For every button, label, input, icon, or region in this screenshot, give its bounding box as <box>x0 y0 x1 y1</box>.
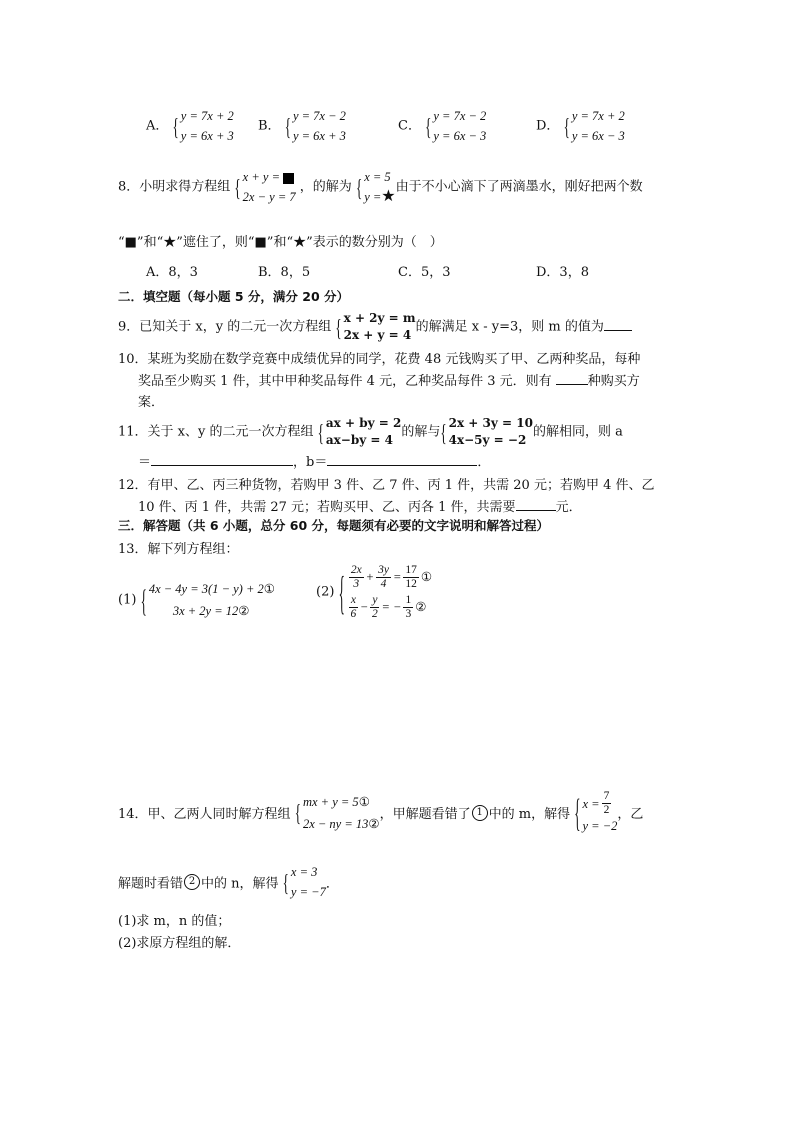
q14-sub2: (2)求原方程组的解． <box>118 936 241 951</box>
equation-system: { $\frac{2x}{3}$ + $\frac{3y}{4}$ = $\frac{17}{12}$ ① $\frac{x}{6}$ − $\frac{y}{2}$ = − $\frac{1}{3}$ ② <box>338 563 433 620</box>
answer-blank[interactable] <box>604 318 632 331</box>
option-label: B． <box>258 118 281 134</box>
q14-line1: 14．甲、乙两人同时解方程组 { mx + y = 5① 2x − ny = 13② ，甲解题看错了 1 中的 m，解得 { x = $\frac{7}{2}$ y = −2 ，乙 <box>118 790 644 835</box>
q14-line2: 解题时看错 2 中的 n，解得 { x = 3 y = −7 ． <box>118 862 339 902</box>
ink-square-icon <box>283 173 294 184</box>
solution-system: { x = $\frac{7}{2}$ y = −2 <box>574 790 618 835</box>
q11-line1: 11．关于 x、y 的二元一次方程组 { ax + by = 2 ax−by = 4 的解与 { 2x + 3y = 10 4x−5y = −2 的解相同，则 a <box>118 416 623 447</box>
answer-blank-a[interactable] <box>151 453 293 466</box>
solution-system: { x = 3 y = −7 <box>282 865 326 899</box>
q7-option-a <box>146 106 234 146</box>
q10-line3: 案． <box>138 395 165 410</box>
equation-system: { ax + by = 2 ax−by = 4 <box>317 416 402 447</box>
q12-line1: 12．有甲、乙、丙三种货物，若购甲 3 件、乙 7 件、丙 1 件，共需 20 元；若购甲 4 件、乙 <box>118 478 655 493</box>
q7-option-b <box>258 106 346 146</box>
q10-line1: 10．某班为奖励在数学竞赛中成绩优异的同学，花费 48 元钱购买了甲、乙两种奖品，每种 <box>118 352 641 367</box>
q10-line2: 奖品至少购买 1 件，其中甲种奖品每件 4 元，乙种奖品每件 3 元．则有 种购买方 <box>138 374 640 389</box>
circled-one-icon: 1 <box>472 805 488 821</box>
q11-line2: ＝ ，b＝ ． <box>138 455 491 470</box>
equation-system: { y = 7x − 2 y = 6x + 3 <box>284 109 346 143</box>
equation-system: { y = 7x + 2 y = 6x − 3 <box>563 109 625 143</box>
q13-part1: (1) { 4x − 4y = 3(1 − y) + 2① 3x + 2y = 12② <box>118 578 275 622</box>
equation-system: { 4x − 4y = 3(1 − y) + 2① 3x + 2y = 12② <box>140 582 275 618</box>
circled-two-icon: 2 <box>184 874 200 890</box>
answer-blank[interactable] <box>516 498 556 511</box>
q13-title: 13．解下列方程组： <box>118 542 239 557</box>
section-heading-solve: 三．解答题（共 6 小题，总分 60 分，每题须有必要的文字说明和解答过程） <box>118 518 550 533</box>
equation-system: { y = 7x − 2 y = 6x − 3 <box>425 109 487 143</box>
solution-system: { x = 5 y =★ <box>355 170 396 205</box>
q9: 9．已知关于 x，y 的二元一次方程组 { x + 2y = m 2x + y = 4 的解满足 x - y=3，则 m 的值为 <box>118 310 632 344</box>
option-label: D． <box>536 118 560 134</box>
answer-blank-b[interactable] <box>327 453 477 466</box>
equation-system: { y = 7x + 2 y = 6x + 3 <box>172 109 234 143</box>
q8-option-c: C．5，3 <box>398 265 451 280</box>
option-label: C． <box>398 118 421 134</box>
q8-option-a: A．8，3 <box>146 265 198 280</box>
q8-line2: “■”和“★”遮住了，则“■”和“★”表示的数分别为（ ） <box>118 235 443 250</box>
q8-option-d: D．3，8 <box>536 265 589 280</box>
q8-option-b: B．8，5 <box>258 265 311 280</box>
q7-option-d <box>536 106 625 146</box>
q12-line2: 10 件、丙 1 件，共需 27 元；若购买甲、乙、丙各 1 件，共需要 元． <box>138 500 582 515</box>
q7-option-c <box>398 106 486 146</box>
option-label: A． <box>146 118 169 134</box>
q14-sub1: (1)求 m，n 的值； <box>118 914 231 929</box>
equation-system: { 2x + 3y = 10 4x−5y = −2 <box>440 416 533 447</box>
q13-part2: (2) { $\frac{2x}{3}$ + $\frac{3y}{4}$ = $\frac{17}{12}$ ① $\frac{x}{6}$ − $\frac{y}{2}$ = − $\frac{1}{3}$ ② <box>316 562 432 622</box>
equation-system: { x + 2y = m 2x + y = 4 <box>335 311 416 342</box>
star-icon: ★ <box>381 188 396 205</box>
equation-system: { mx + y = 5① 2x − ny = 13② <box>294 794 380 831</box>
answer-blank[interactable] <box>556 372 588 385</box>
equation-system: { x + y = 2x − y = 7 <box>234 170 296 204</box>
q8-line1: 8．小明求得方程组 { x + y = 2x − y = 7 ，的解为 { x = 5 y =★ 由于不小心滴下了两滴墨水，刚好把两个数 <box>118 167 643 207</box>
section-heading-fill-blank: 二．填空题（每小题 5 分，满分 20 分） <box>118 289 350 304</box>
